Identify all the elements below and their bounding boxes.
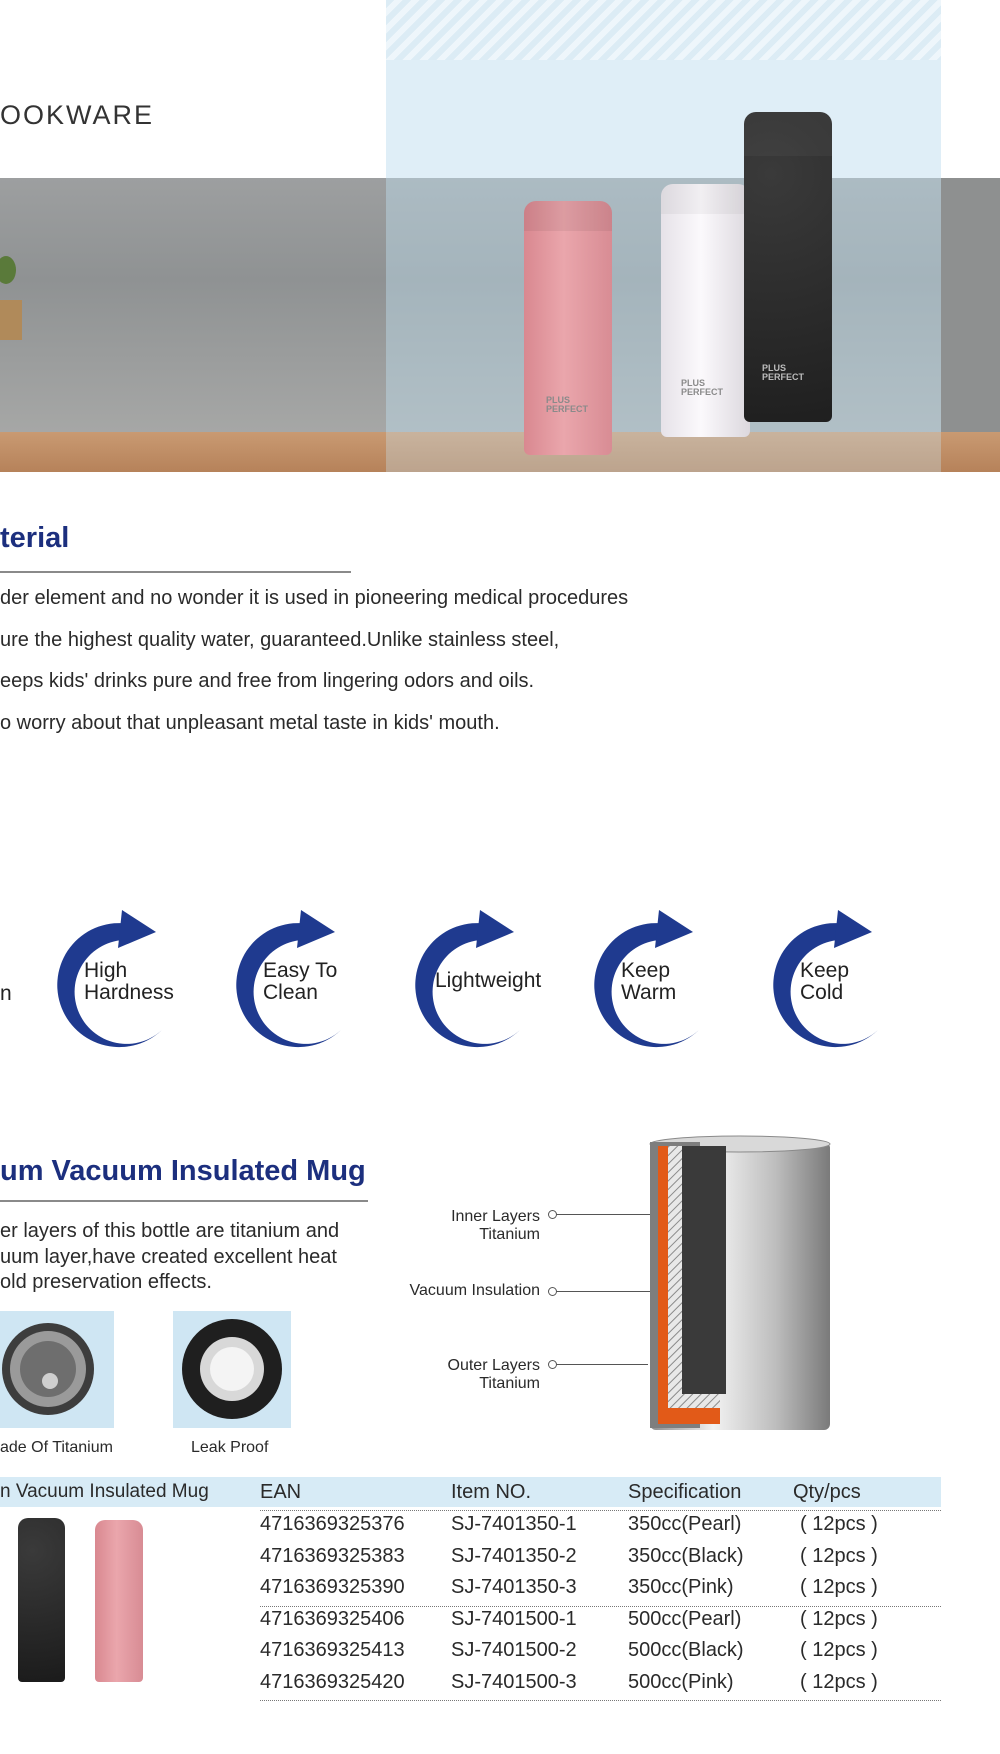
feature-item: [231, 910, 361, 1050]
cell-item-no: SJ-7401500-1: [451, 1607, 577, 1630]
leak-proof-thumbnail: [173, 1311, 291, 1428]
diagram-leader-line: [556, 1364, 648, 1365]
layer-cutaway-diagram: [640, 1132, 835, 1442]
bottle-logo: PLUS PERFECT: [681, 378, 724, 397]
thumbnail-caption: ade Of Titanium: [0, 1439, 113, 1456]
cell-ean: 4716369325376: [260, 1513, 405, 1535]
table-divider: [260, 1510, 941, 1511]
black-bottle-image: [744, 112, 832, 422]
feature-item: [52, 910, 182, 1050]
table-row-divider: [260, 1606, 941, 1607]
table-pink-bottle-image: [95, 1520, 143, 1682]
cell-item-no: SJ-7401350-2: [451, 1544, 577, 1567]
hero-wall-right: [941, 178, 1000, 432]
cell-specification: 350cc(Pearl): [628, 1513, 742, 1535]
material-text-line: o worry about that unpleasant metal taste in kids' mouth.: [0, 712, 500, 734]
cell-ean: 4716369325413: [260, 1639, 405, 1661]
bottle-logo: PLUS PERFECT: [762, 363, 805, 382]
cell-item-no: SJ-7401350-1: [451, 1513, 577, 1535]
cell-qty: ( 12pcs ): [800, 1607, 878, 1630]
diagram-label-inner: Inner Layers Titanium: [451, 1208, 540, 1243]
cell-qty: ( 12pcs ): [800, 1670, 878, 1693]
cell-ean: 4716369325406: [260, 1607, 405, 1630]
cell-specification: 500cc(Black): [628, 1639, 744, 1661]
table-header-ean: EAN: [260, 1481, 302, 1503]
mug-desc-line: er layers of this bottle are titanium and: [0, 1220, 340, 1242]
pink-bottle-image: [524, 201, 612, 455]
table-black-bottle-image: [18, 1518, 65, 1682]
table-header-item-no: Item NO.: [451, 1481, 532, 1503]
feature-label: Lightweight: [435, 969, 542, 992]
cell-specification: 500cc(Pink): [628, 1670, 734, 1693]
feature-item: [768, 910, 898, 1050]
feature-label: Keep Warm: [621, 959, 677, 1004]
cell-specification: 350cc(Black): [628, 1544, 744, 1567]
cell-qty: ( 12pcs ): [800, 1576, 878, 1598]
feature-item: [589, 910, 719, 1050]
table-header-qty: Qty/pcs: [793, 1481, 861, 1503]
plant-image: [0, 240, 24, 340]
feature-label: High Hardness: [84, 959, 174, 1004]
diagram-label-outer: Outer Layers Titanium: [447, 1357, 540, 1392]
diagram-label-vacuum: Vacuum Insulation: [409, 1282, 540, 1299]
cell-item-no: SJ-7401500-2: [451, 1639, 577, 1661]
bottle-logo: PLUS PERFECT: [546, 395, 589, 414]
material-title: terial: [0, 522, 70, 554]
material-text-line: ure the highest quality water, guaranteed.Unlike stainless steel,: [0, 629, 560, 651]
titanium-interior-thumbnail: [0, 1311, 114, 1428]
cell-qty: ( 12pcs ): [800, 1639, 878, 1661]
titanium-cup-image: [0, 1311, 114, 1428]
cell-ean: 4716369325390: [260, 1576, 405, 1598]
lid-image: [173, 1311, 291, 1428]
cell-specification: 350cc(Pink): [628, 1576, 734, 1598]
thumbnail-caption: Leak Proof: [191, 1439, 269, 1456]
table-row-divider: [260, 1700, 941, 1701]
table-header-specification: Specification: [628, 1481, 742, 1503]
feature-item: [410, 910, 540, 1050]
cell-item-no: SJ-7401500-3: [451, 1670, 577, 1693]
pearl-bottle-image: [661, 184, 750, 437]
cell-ean: 4716369325383: [260, 1544, 405, 1567]
material-text-line: der element and no wonder it is used in pioneering medical procedures: [0, 587, 629, 609]
cell-qty: ( 12pcs ): [800, 1544, 878, 1567]
feature-label: Keep Cold: [800, 959, 850, 1004]
table-product-title: n Vacuum Insulated Mug: [0, 1481, 209, 1502]
hero-stripe-pattern: [386, 0, 941, 60]
material-text-line: eeps kids' drinks pure and free from lingering odors and oils.: [0, 670, 535, 692]
cell-specification: 500cc(Pearl): [628, 1607, 742, 1630]
mug-desc-line: old preservation effects.: [0, 1271, 212, 1293]
feature-label: Easy To Clean: [263, 959, 338, 1004]
mug-section-divider: [0, 1200, 368, 1202]
hero-shelf-tint: [386, 432, 941, 472]
hero-top-background: [0, 0, 386, 178]
feature-partial-label: n: [0, 982, 12, 1005]
mug-section-title: um Vacuum Insulated Mug: [0, 1155, 366, 1187]
material-divider: [0, 571, 351, 573]
cell-ean: 4716369325420: [260, 1670, 405, 1693]
hero-category-text: OOKWARE: [0, 100, 155, 130]
cell-item-no: SJ-7401350-3: [451, 1576, 577, 1598]
mug-desc-line: uum layer,have created excellent heat: [0, 1246, 337, 1268]
cell-qty: ( 12pcs ): [800, 1513, 878, 1535]
